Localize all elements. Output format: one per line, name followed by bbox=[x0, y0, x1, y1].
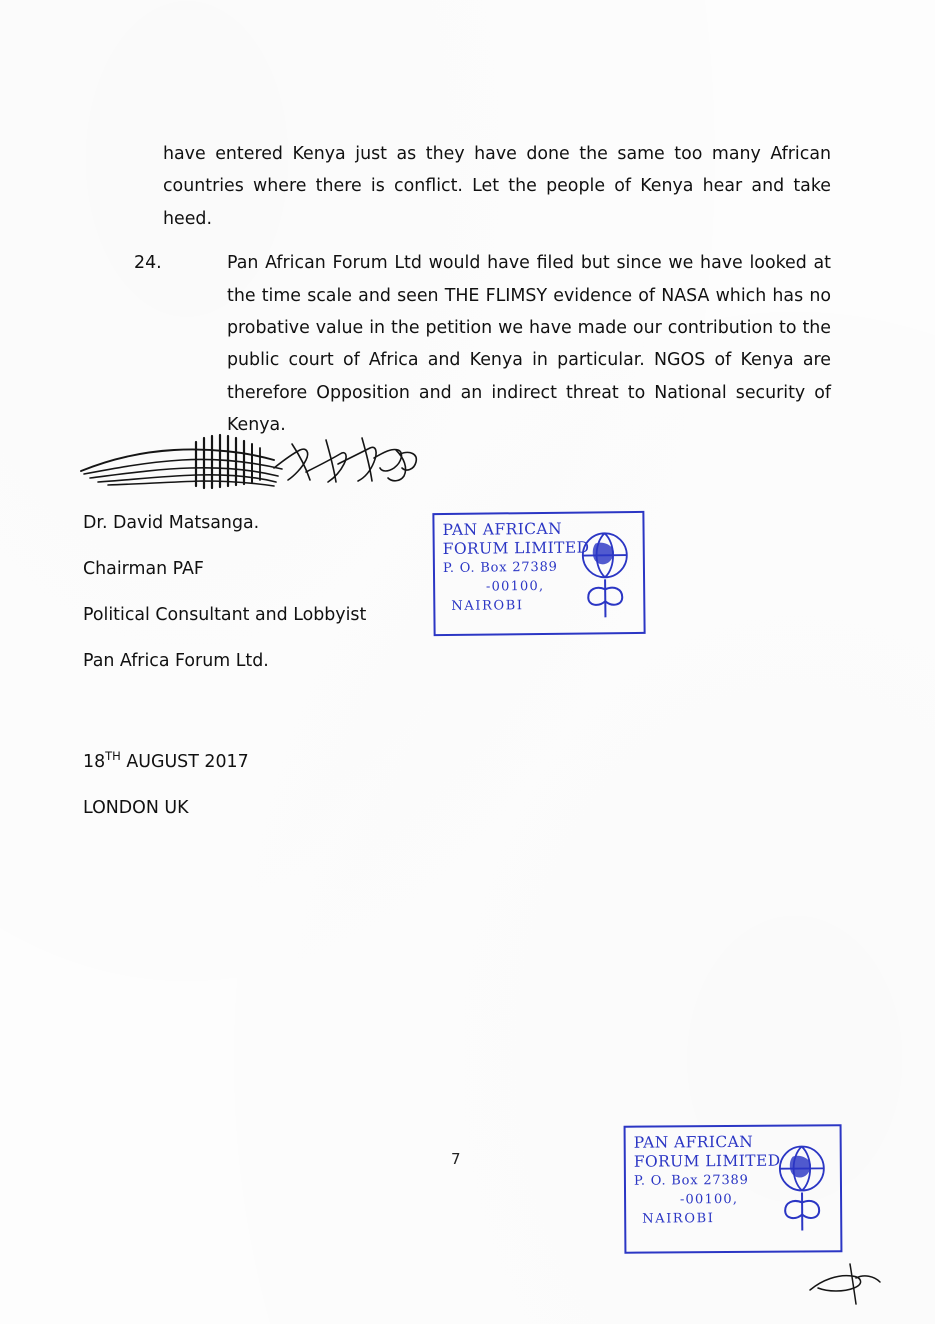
stamp-lower-inner bbox=[626, 1126, 841, 1251]
signer-name: Dr. David Matsanga. bbox=[83, 513, 260, 533]
document-body bbox=[134, 138, 831, 442]
stamp-line-3: P. O. Box 27389 bbox=[442, 559, 558, 577]
signer-role: Political Consultant and Lobbyist bbox=[83, 605, 367, 625]
signer-organisation: Pan Africa Forum Ltd. bbox=[83, 651, 269, 671]
stamp-line-3: P. O. Box 27389 bbox=[633, 1172, 749, 1189]
paragraph-24-text: Pan African Forum Ltd would have filed but since we have looked at the time scale and seen THE FLIMSY evidence of NASA which has no probative value in the petition we have made our contribution to the public court of Africa and Kenya in particular. NGOS of Kenya are therefore Opposition and an indirect threat to National security of Kenya. bbox=[227, 253, 831, 436]
date-day: 18 bbox=[83, 751, 106, 772]
stamp-line-4: -00100, bbox=[485, 578, 545, 595]
stamp-line-5: NAIROBI bbox=[451, 598, 524, 614]
stamp-upper bbox=[432, 511, 645, 636]
date-month-year: AUGUST 2017 bbox=[120, 751, 249, 772]
stamp-lower bbox=[624, 1124, 843, 1254]
stamp-line-2: FORUM LIMITED bbox=[442, 538, 590, 559]
globe-and-leaves-icon bbox=[771, 1142, 834, 1234]
stamp-line-2: FORUM LIMITED bbox=[633, 1151, 781, 1171]
globe-and-leaves-icon bbox=[574, 529, 637, 622]
paragraph-24 bbox=[134, 247, 831, 441]
stamp-line-1: PAN AFRICAN bbox=[442, 519, 563, 540]
paragraph-continuation: have entered Kenya just as they have done the same too many African countries where there is conflict. Let the people of Kenya hear and take heed. bbox=[163, 144, 831, 229]
page-number: 7 bbox=[451, 1150, 461, 1168]
stamp-line-5: NAIROBI bbox=[642, 1211, 715, 1227]
date-ordinal: TH bbox=[105, 749, 121, 763]
document-date bbox=[83, 733, 249, 785]
handwritten-initial bbox=[806, 1262, 886, 1307]
paragraph-number: 24. bbox=[134, 253, 162, 274]
date-block bbox=[83, 733, 249, 831]
stamp-line-4: -00100, bbox=[679, 1191, 739, 1208]
signer-title: Chairman PAF bbox=[83, 559, 204, 579]
signature-block bbox=[83, 500, 366, 684]
stamp-upper-inner bbox=[434, 513, 643, 634]
stamp-line-1: PAN AFRICAN bbox=[633, 1132, 754, 1152]
document-location: LONDON UK bbox=[83, 797, 189, 818]
